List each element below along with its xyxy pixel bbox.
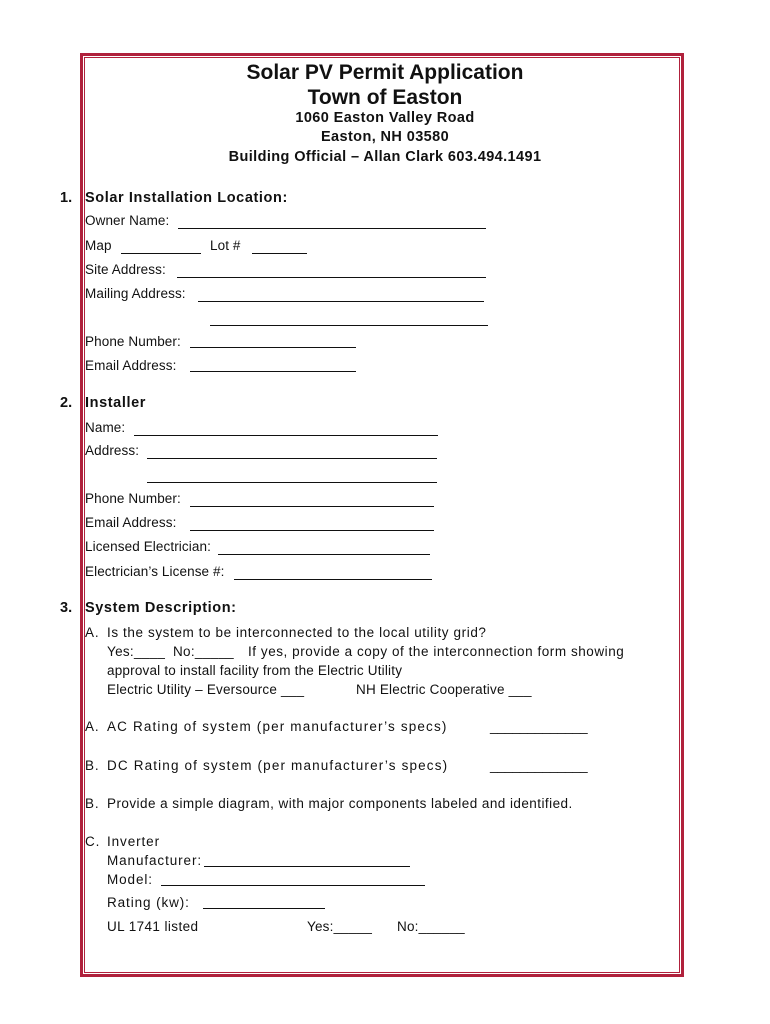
installer-email-label: Email Address: [85, 515, 177, 530]
owner-email-field[interactable] [190, 371, 356, 372]
owner-phone-field[interactable] [190, 347, 356, 348]
inverter-letter: C. [85, 834, 101, 849]
utility-nh-electric-coop[interactable]: NH Electric Cooperative ___ [356, 682, 532, 697]
section-1-number: 1. [60, 190, 73, 206]
ac-rating-field[interactable]: _____________ [490, 719, 588, 734]
site-address-field[interactable] [177, 277, 486, 278]
interconnect-no[interactable]: No:_____ [173, 644, 234, 659]
interconnect-question: Is the system to be interconnected to the local utility grid? [107, 625, 487, 640]
electrician-license-label: Electrician’s License #: [85, 564, 225, 579]
site-address-label: Site Address: [85, 262, 166, 277]
inverter-manufacturer-label: Manufacturer: [107, 853, 202, 868]
ul-1741-yes[interactable]: Yes:_____ [307, 919, 373, 934]
interconnect-yes[interactable]: Yes:____ [107, 644, 166, 659]
section-2-title: Installer [85, 395, 147, 411]
mailing-address-label: Mailing Address: [85, 286, 186, 301]
installer-email-field[interactable] [190, 530, 434, 531]
dc-rating-field[interactable]: _____________ [490, 758, 588, 773]
interconnect-note: If yes, provide a copy of the interconnection form showing [248, 644, 625, 659]
inverter-rating-field[interactable] [203, 908, 325, 909]
lot-field[interactable] [252, 253, 307, 254]
section-1-title: Solar Installation Location: [85, 190, 288, 206]
inverter-model-field[interactable] [161, 885, 425, 886]
section-3-number: 3. [60, 600, 73, 616]
owner-name-label: Owner Name: [85, 213, 170, 228]
electrician-license-field[interactable] [234, 579, 432, 580]
ul-1741-no[interactable]: No:______ [397, 919, 465, 934]
inverter-manufacturer-field[interactable] [204, 866, 410, 867]
ac-rating-letter: A. [85, 719, 100, 734]
office-address-city: Easton, NH 03580 [320, 129, 450, 145]
owner-name-field[interactable] [178, 228, 486, 229]
inverter-model-label: Model: [107, 872, 153, 887]
licensed-electrician-field[interactable] [218, 554, 430, 555]
owner-email-label: Email Address: [85, 358, 177, 373]
diagram-letter: B. [85, 796, 100, 811]
installer-phone-field[interactable] [190, 506, 434, 507]
map-field[interactable] [121, 253, 201, 254]
mailing-address-field[interactable] [198, 301, 484, 302]
installer-name-field[interactable] [134, 435, 438, 436]
installer-address-field-line-2[interactable] [147, 482, 437, 483]
installer-address-field[interactable] [147, 458, 437, 459]
licensed-electrician-label: Licensed Electrician: [85, 539, 211, 554]
lot-label: Lot # [210, 238, 241, 253]
dc-rating-label: DC Rating of system (per manufacturer’s specs) [107, 758, 449, 773]
form-title: Solar PV Permit Application [246, 61, 524, 84]
utility-eversource[interactable]: Electric Utility – Eversource ___ [107, 682, 305, 697]
ac-rating-label: AC Rating of system (per manufacturer’s specs) [107, 719, 448, 734]
ul-1741-label: UL 1741 listed [107, 919, 199, 934]
section-3-title: System Description: [85, 600, 237, 616]
installer-name-label: Name: [85, 420, 126, 435]
installer-phone-label: Phone Number: [85, 491, 181, 506]
interconnect-letter: A. [85, 625, 100, 640]
section-2-number: 2. [60, 395, 73, 411]
town-name: Town of Easton [307, 86, 463, 109]
interconnect-note-2: approval to install facility from the Electric Utility [107, 663, 403, 678]
diagram-instruction: Provide a simple diagram, with major components labeled and identified. [107, 796, 573, 811]
owner-phone-label: Phone Number: [85, 334, 181, 349]
office-address-street: 1060 Easton Valley Road [295, 110, 475, 126]
dc-rating-letter: B. [85, 758, 100, 773]
installer-address-label: Address: [85, 443, 140, 458]
inverter-title: Inverter [107, 834, 160, 849]
map-label: Map [85, 238, 112, 253]
inverter-rating-label: Rating (kw): [107, 895, 190, 910]
building-official: Building Official – Allan Clark 603.494.1491 [228, 149, 542, 165]
mailing-address-field-line-2[interactable] [210, 325, 488, 326]
